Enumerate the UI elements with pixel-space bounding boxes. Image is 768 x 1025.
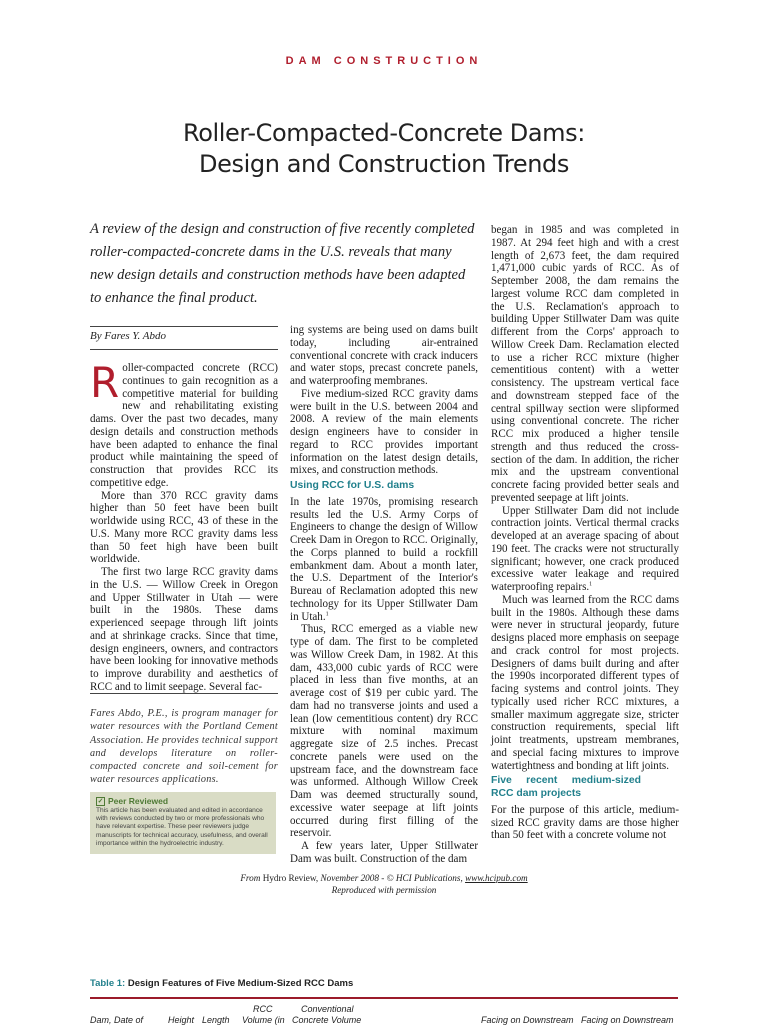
body-paragraph: Upper Stillwater Dam did not include contraction joints. Vertical thermal cracks developed at an average spacing of about 190 feet. The cracks were not structurally significant; however, one crack produced excessive water leakage and required waterproofing repairs.$^1$ [491, 504, 679, 593]
drop-cap: R [90, 358, 120, 407]
table-header-conventional-volume: Concrete Volume [292, 1015, 362, 1025]
table-title: Design Features of Five Medium-Sized RCC Dams [127, 978, 354, 989]
article-title-line-2: Design and Construction Trends [199, 150, 569, 178]
table-header-length: Length [202, 1015, 230, 1025]
table-header-dam: Dam, Date of [90, 1015, 144, 1025]
publisher-link[interactable]: www.hcipub.com [465, 873, 528, 883]
table-header-height: Height [168, 1015, 195, 1025]
body-paragraph: For the purpose of this article, medium-sized RCC gravity dams are those higher than 50 feet with a concrete volume not [491, 803, 679, 842]
reference-mark: 1 [325, 610, 329, 617]
author-bio: Fares Abdo, P.E., is program manager for water resources with the Portland Cement Association. He provides technical support and develops literature on roller-compacted concrete and soil-cement for water resources applications. [90, 708, 278, 786]
source-detail: November 2008 - © HCI Publications, [320, 873, 463, 883]
body-column-1 [90, 358, 278, 694]
table-header-conventional: Conventional [301, 1004, 354, 1014]
table-header-facing-2: Facing on Downstream [581, 1015, 674, 1025]
body-paragraph: Five medium-sized RCC gravity dams were built in the U.S. between 2004 and 2008. A review of the main elements design engineers have to consider in regard to RCC provides important information on the latest design details, mixes, and construction methods. [290, 387, 478, 477]
peer-reviewed-heading: ✓ Peer Reviewed [97, 796, 169, 806]
section-subhead: Five recent medium-sized RCC dam projects [491, 775, 641, 799]
table-caption [90, 978, 353, 989]
byline: By Fares Y. Abdo [90, 330, 166, 342]
body-paragraph: Thus, RCC emerged as a viable new type of dam. The first to be completed was Willow Creek Dam, in 1982. At this dam, 433,000 cubic yards of RCC were placed in less than five months, at an average cost of $19 per cubic yard. The dam had no transverse joints and used a lean (low cementitious content) dry RCC mixture with nominal maximum aggregate size of 2.5 inches. Precast concrete panels were used on the upstream face, and the downstream face was unformed. Although Willow Creek Dam was deemed structurally sound, excessive water seepage at lift joints occurred during first filling of the reservoir. [290, 623, 478, 840]
table-header-rcc: RCC [253, 1004, 273, 1014]
section-subhead: Using RCC for U.S. dams [290, 480, 415, 491]
body-paragraph: A few years later, Upper Stillwater Dam was built. Construction of the dam [290, 840, 478, 865]
body-paragraph: Much was learned from the RCC dams built in the 1980s. Although these dams were never in structural jeopardy, future designs placed more emphasis on seepage and crack control for most projects. Designers of dams built during and after the 1990s incorporated different types of facing systems and control joints. They typically used richer RCC mixtures, a smaller maximum aggregate size, stricter construction requirements, special lift joint treatments, upstream membranes, and special facing mixtures to improve watertightness and bonding at lift joints. [491, 593, 679, 772]
source-credit [0, 872, 768, 896]
byline-rule-top [90, 326, 278, 327]
section-kicker: DAM CONSTRUCTION [285, 55, 483, 67]
source-from: From [240, 873, 261, 883]
body-column-2 [290, 324, 478, 866]
body-paragraph: began in 1985 and was completed in 1987. At 294 feet high and with a crest length of 2,673 feet, the dam required 1,471,000 cubic yards of RCC. As of September 2008, the dam remains the largest volume RCC dam completed in the U.S. Reclamation's approach to building Upper Stillwater Dam was quite different from the Corps' approach to Willow Creek Dam. Reclamation elected to use a richer RCC mixture (higher cementitious content) with a wetter consistency. The upstream vertical face and downstream stepped face of the central spillway section were slipformed using conventional concrete. The richer RCC mix produced a higher tensile strength and thus reduced the cross-section of the dam. In addition, the richer mix and the upstream conventional concrete facing provided better seals and prevented seepage at lift joints. [491, 224, 679, 504]
body-paragraph: Roller-compacted concrete (RCC) continues to gain recognition as a competitive material for building new and rehabilitating existing dams. Over the past two decades, many design details and construction methods have been adapted to enhance the final product while maintaining the speed of construction that provides RCC its competitive edge. [90, 358, 278, 489]
source-publication: Hydro Review, [262, 873, 319, 883]
article-deck: A review of the design and construction of five recently completed roller-compacted-concrete dams in the U.S. reveals that many new design details and construction methods have been adapted to enhance the final product. [90, 221, 475, 306]
table-header-facing-1: Facing on Downstream [481, 1015, 574, 1025]
table-top-rule [90, 997, 678, 999]
byline-rule-bottom [90, 349, 278, 350]
body-column-3 [491, 224, 679, 842]
article-title [0, 118, 768, 180]
body-paragraph: The first two large RCC gravity dams in the U.S. — Willow Creek in Oregon and Upper Stillwater in Utah — were built in the 1980s. These dams experienced seepage through lift joints and at shrinkage cracks. Since that time, design engineers, owners, and contractors have been looking for innovative methods to improve durability and aesthetics of RCC and to limit seepage. Several fac- [90, 566, 278, 693]
peer-reviewed-text: This article has been evaluated and edited in accordance with reviews conducted by two or more professionals who have relevant expertise. These peer reviewers judge manuscripts for technical accuracy, usefulness, and overall importance within the hydroelectric industry. [96, 807, 268, 847]
table-header-volume: Volume (in [242, 1015, 285, 1025]
table-label: Table 1: [90, 978, 126, 989]
body-paragraph: In the late 1970s, promising research results led the U.S. Army Corps of Engineers to change the design of Willow Creek Dam in Oregon to RCC. Originally, the Corps planned to build a rockfill embankment dam. About a month later, the U.S. Department of the Interior's Bureau of Reclamation adopted this new technology for its Upper Stillwater Dam in Utah.$^1$ [290, 495, 478, 623]
body-paragraph: ing systems are being used on dams built today, including air-entrained conventional concrete with crack inducers and water stops, precast concrete panels, and waterproofing membranes. [290, 324, 478, 387]
article-title-line-1: Roller-Compacted-Concrete Dams: [183, 119, 585, 147]
reference-mark: 1 [589, 581, 593, 588]
source-permission: Reproduced with permission [331, 885, 437, 895]
peer-reviewed-box [90, 792, 276, 854]
body-paragraph: More than 370 RCC gravity dams higher than 50 feet have been built worldwide using RCC, 43 of these in the U.S. Many more RCC gravity dams less than 50 feet high have been built worldwide. [90, 489, 278, 566]
bio-rule [90, 693, 278, 694]
checkbox-icon: ✓ [97, 797, 104, 805]
